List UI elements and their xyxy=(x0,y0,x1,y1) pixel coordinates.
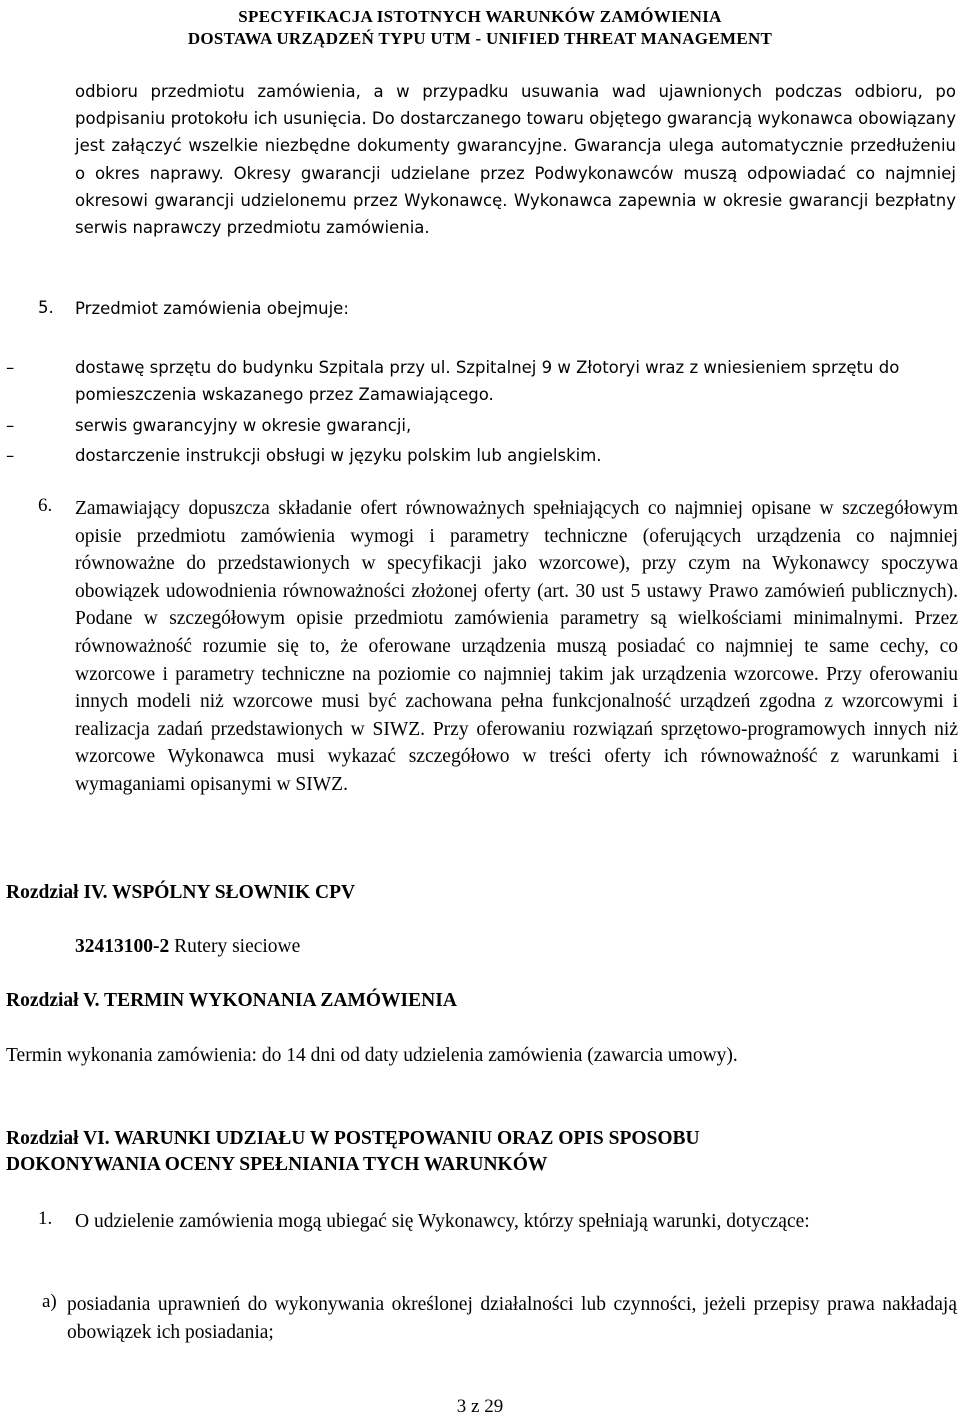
list-item xyxy=(6,354,956,408)
item-a-content: posiadania uprawnień do wykonywania określonej działalności lub czynności, jeżeli przepisy prawa nakładają obowiązek ich posiadania; xyxy=(67,1294,957,1343)
cpv-name: Rutery sieciowe xyxy=(169,936,301,957)
item-5-number: 5. xyxy=(38,298,54,317)
section-6-title-line-2: DOKONYWANIA OCENY SPEŁNIANIA TYCH WARUNKÓW xyxy=(6,1154,548,1175)
section-6-item-a-label: a) xyxy=(42,1291,57,1312)
section-4-title: Rozdział IV. WSPÓLNY SŁOWNIK CPV xyxy=(6,882,356,903)
section-6-item-1-text: O udzielenie zamówienia mogą ubiegać się Wykonawcy, którzy spełniają warunki, dotyczące: xyxy=(75,1211,810,1232)
dash-bullet: – xyxy=(6,446,15,465)
item-5-text: Przedmiot zamówienia obejmuje: xyxy=(75,299,349,318)
list-item xyxy=(6,442,956,469)
list-item xyxy=(6,412,956,439)
section-6-item-a-text xyxy=(67,1291,957,1346)
cpv-entry xyxy=(75,933,300,960)
cpv-code: 32413100-2 xyxy=(75,936,170,957)
header-line-1: SPECYFIKACJA ISTOTNYCH WARUNKÓW ZAMÓWIENIA xyxy=(238,7,722,26)
section-6-title-line-1: Rozdział VI. WARUNKI UDZIAŁU W POSTĘPOWANIU ORAZ OPIS SPOSOBU xyxy=(6,1128,700,1149)
list-item-text: dostarczenie instrukcji obsługi w języku polskim lub angielskim. xyxy=(75,446,602,465)
header-line-2: DOSTAWA URZĄDZEŃ TYPU UTM - UNIFIED THREAT MANAGEMENT xyxy=(187,29,773,48)
list-item-text: dostawę sprzętu do budynku Szpitala przy ul. Szpitalnej 9 w Złotoryi wraz z wniesieniem sprzętu do pomieszczenia wskazanego przez Zamawiającego. xyxy=(75,358,900,404)
page-number: 3 z 29 xyxy=(456,1396,504,1417)
item-6-number: 6. xyxy=(38,495,53,516)
list-item-text: serwis gwarancyjny w okresie gwarancji, xyxy=(75,416,412,435)
section-6-item-1-number: 1. xyxy=(38,1208,53,1229)
page-header xyxy=(0,6,960,50)
section-5-title: Rozdział V. TERMIN WYKONANIA ZAMÓWIENIA xyxy=(6,990,457,1011)
dash-bullet: – xyxy=(6,358,15,377)
item-6-text: Zamawiający dopuszcza składanie ofert równoważnych spełniających co najmniej opisane w szczegółowym opisie przedmiotu zamówienia wymogi i parametry techniczne (oferujących urządzenia co najmniej równoważne do przedstawionych w specyfikacji jako wzorcowe), przy czym na Wykonawcy spoczywa obowiązek udowodnienia równoważności złożonej oferty (art. 30 ust 5 ustawy Prawo zamówień publicznych). Podane w szczegółowym opisie przedmiotu zamówienia parametry są wielkościami minimalnymi. Przez równoważność rozumie się to, że oferowane urządzenia muszą posiadać co najmniej te same cechy, co wzorcowe i parametry techniczne na poziomie co najmniej takim jak urządzenia wzorcowe. Przy oferowaniu innych modeli niż wzorcowe musi być zachowana pełna funkcjonalność urządzeń zgodna z wzorcowymi i realizacja zadań przedstawionych w SIWZ. Przy oferowaniu rozwiązań sprzętowo-programowych innych niż wzorcowe Wykonawca musi wykazać szczegółowo w treści oferty ich równoważność z warunkami i wymaganiami opisanymi w SIWZ. xyxy=(75,498,958,795)
section-6-title xyxy=(6,1126,956,1178)
warranty-paragraph: odbioru przedmiotu zamówienia, a w przypadku usuwania wad ujawnionych podczas odbioru, po podpisaniu protokołu ich usunięcia. Do dostarczanego towaru objętego gwarancją wykonawca obowiązany jest załączyć wszelkie niezbędne dokumenty gwarancyjne. Gwarancja ulega automatycznie przedłużeniu o okres naprawy. Okresy gwarancji udzielane przez Podwykonawców muszą odpowiadać co najmniej okresowi gwarancji udzielonemu przez Wykonawcę. Wykonawca zapewnia w okresie gwarancji bezpłatny serwis naprawczy przedmiotu zamówienia. xyxy=(75,82,956,238)
section-5-text: Termin wykonania zamówienia: do 14 dni od daty udzielenia zamówienia (zawarcia umowy). xyxy=(6,1045,738,1066)
dash-bullet: – xyxy=(6,416,15,435)
